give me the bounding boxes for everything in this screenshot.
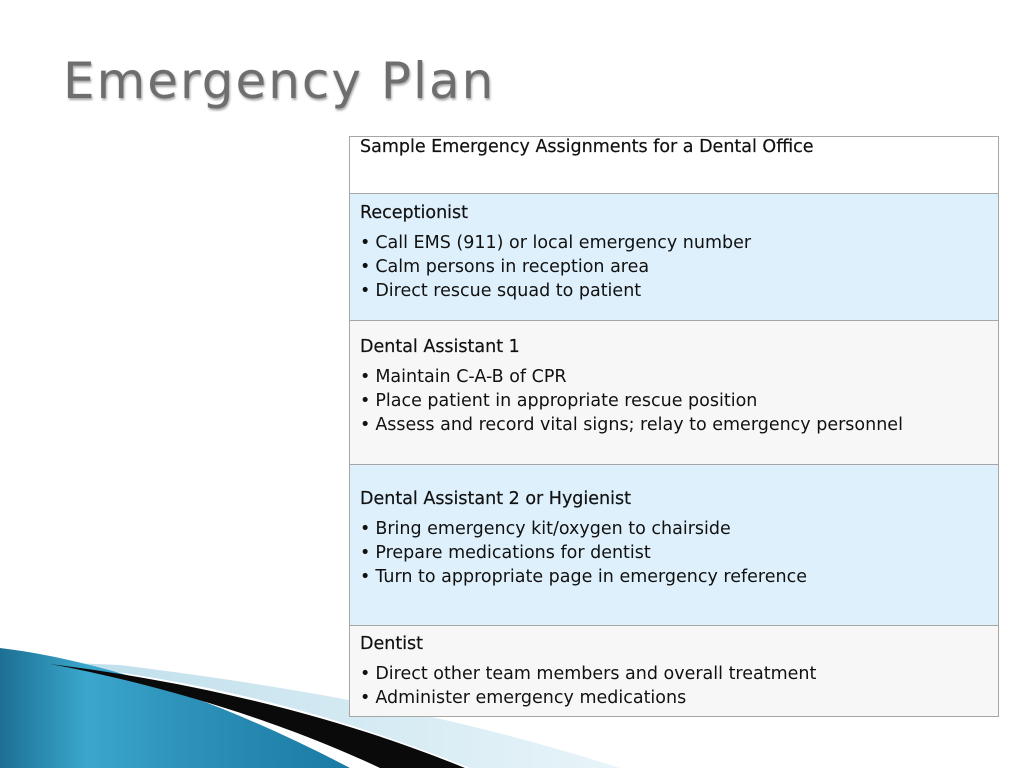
page-title: Emergency Plan [63, 52, 496, 110]
duty-item: • Place patient in appropriate rescue position [360, 389, 988, 413]
duty-item: • Calm persons in reception area [360, 255, 988, 279]
duty-item: • Direct rescue squad to patient [360, 279, 988, 303]
duty-item: • Administer emergency medications [360, 686, 988, 710]
role-title: Dental Assistant 1 [360, 337, 520, 357]
duty-item: • Call EMS (911) or local emergency number [360, 231, 988, 255]
role-cell-dentist [350, 626, 999, 717]
role-cell-dental-assistant-2 [350, 465, 999, 626]
duty-list [360, 231, 988, 303]
role-cell-dental-assistant-1 [350, 321, 999, 465]
duty-item: • Direct other team members and overall treatment [360, 662, 988, 686]
table-header-cell: Sample Emergency Assignments for a Dental Office [350, 137, 999, 194]
emergency-assignments-table [349, 136, 999, 717]
table-row [350, 465, 999, 626]
table-header-row [350, 137, 999, 194]
role-cell-receptionist [350, 194, 999, 321]
table-row [350, 194, 999, 321]
table-row [350, 626, 999, 717]
duty-item: • Maintain C-A-B of CPR [360, 365, 988, 389]
duty-item: • Assess and record vital signs; relay to emergency personnel [360, 413, 988, 437]
duty-list [360, 365, 988, 437]
role-title: Receptionist [360, 203, 468, 223]
duty-list [360, 662, 988, 710]
duty-item: • Bring emergency kit/oxygen to chairside [360, 517, 988, 541]
role-title: Dental Assistant 2 or Hygienist [360, 489, 631, 509]
duty-item: • Turn to appropriate page in emergency reference [360, 565, 988, 589]
duty-list [360, 517, 988, 589]
duty-item: • Prepare medications for dentist [360, 541, 988, 565]
table-row [350, 321, 999, 465]
role-title: Dentist [360, 634, 424, 654]
